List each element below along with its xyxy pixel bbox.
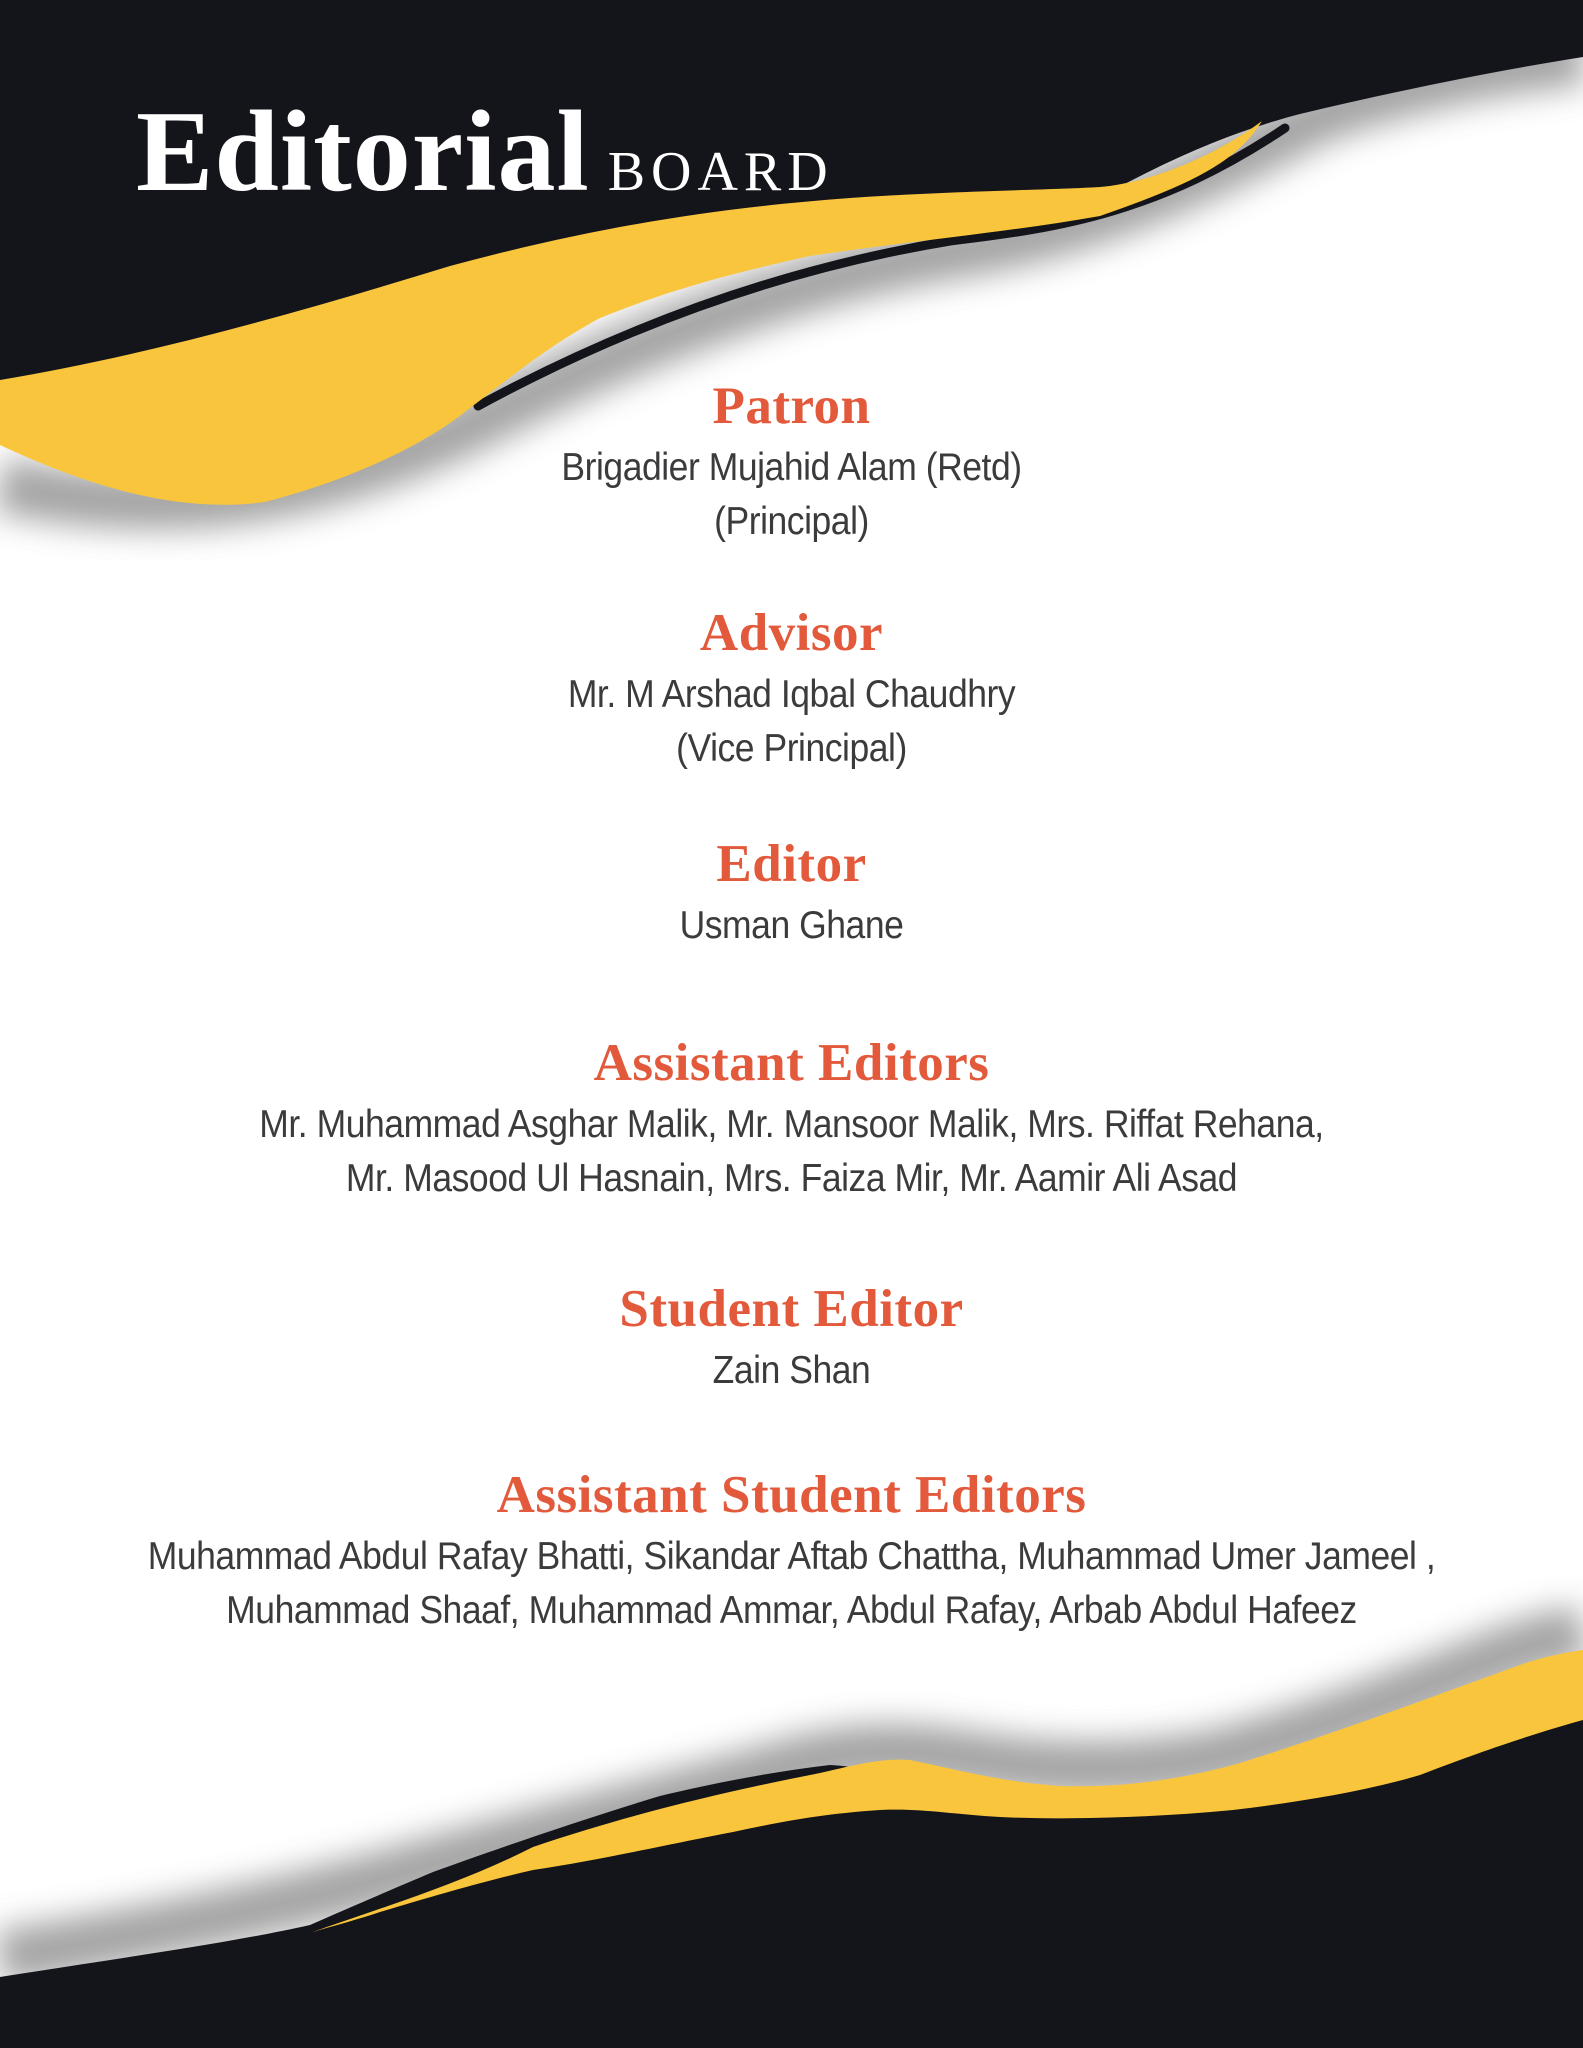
section-patron — [0, 377, 1583, 549]
section-heading: Advisor — [699, 604, 884, 662]
section-line: Muhammad Shaaf, Muhammad Ammar, Abdul Rafay, Arbab Abdul Hafeez — [226, 1589, 1357, 1633]
section-line: Zain Shan — [712, 1349, 871, 1393]
section-line: Usman Ghane — [679, 904, 904, 948]
page-title — [136, 86, 834, 219]
section-heading: Editor — [716, 835, 867, 893]
section-line: Mr. Masood Ul Hasnain, Mrs. Faiza Mir, Mr. Aamir Ali Asad — [345, 1157, 1238, 1201]
section-line: Mr. Muhammad Asghar Malik, Mr. Mansoor Malik, Mrs. Riffat Rehana, — [259, 1103, 1324, 1147]
section-heading: Student Editor — [619, 1280, 964, 1338]
section-line: (Vice Principal) — [676, 727, 907, 771]
section-assistant-student-editors — [0, 1466, 1583, 1638]
section-advisor — [0, 604, 1583, 776]
section-editor — [0, 835, 1583, 953]
section-assistant-editors — [0, 1034, 1583, 1206]
section-heading: Assistant Student Editors — [496, 1466, 1087, 1524]
section-line: Mr. M Arshad Iqbal Chaudhry — [567, 673, 1016, 717]
section-line: (Principal) — [714, 500, 869, 544]
section-heading: Patron — [712, 377, 871, 435]
page-title-main: Editorial — [136, 88, 590, 216]
section-line: Muhammad Abdul Rafay Bhatti, Sikandar Aftab Chattha, Muhammad Umer Jameel , — [147, 1535, 1436, 1579]
page-title-sub: BOARD — [607, 141, 834, 203]
section-student-editor — [0, 1280, 1583, 1398]
section-heading: Assistant Editors — [593, 1034, 990, 1092]
section-line: Brigadier Mujahid Alam (Retd) — [561, 446, 1022, 490]
